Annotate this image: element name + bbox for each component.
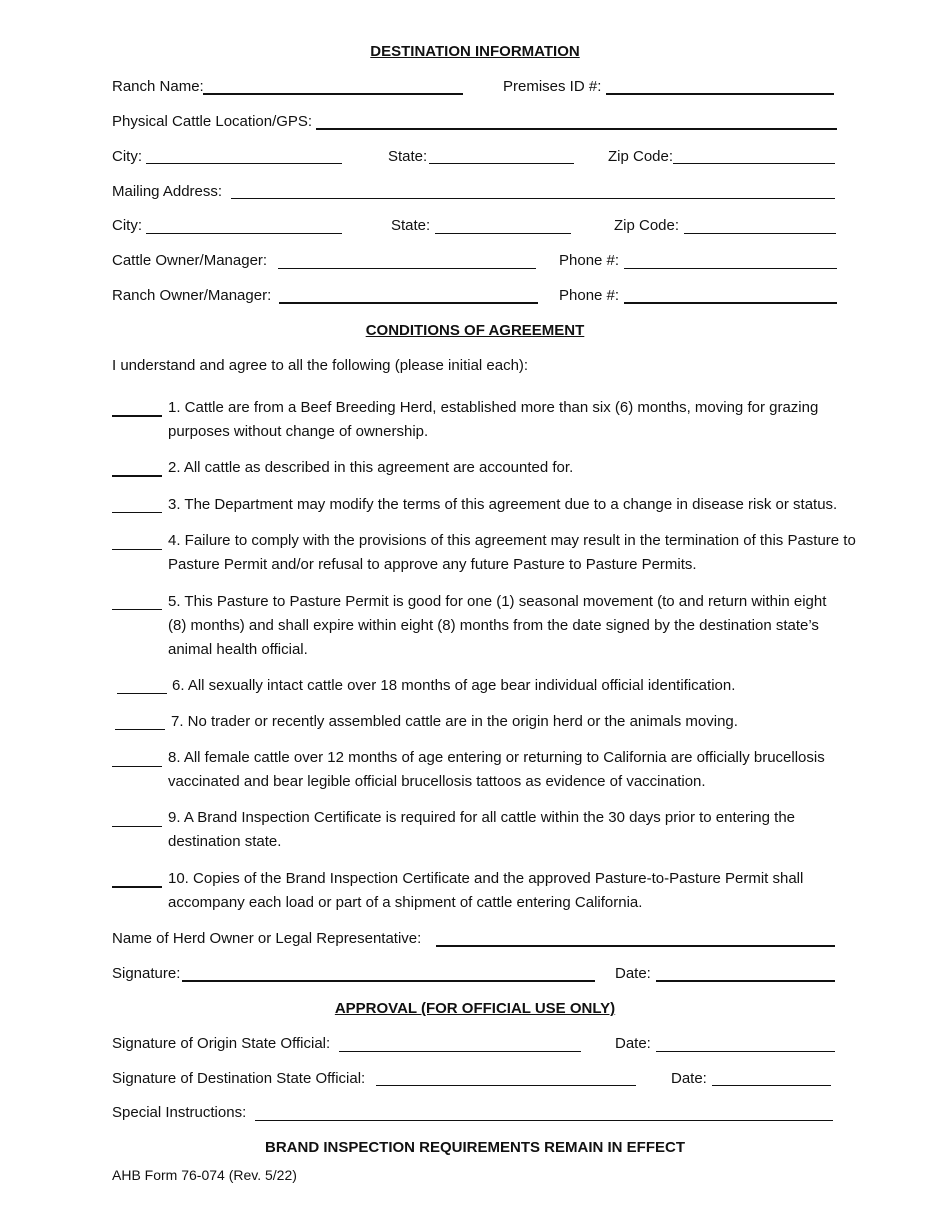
signature-date-label: Date:	[615, 965, 651, 982]
ranch-owner-field[interactable]	[279, 302, 538, 304]
ranch-owner-label: Ranch Owner/Manager:	[112, 287, 272, 304]
destination-heading: DESTINATION INFORMATION	[370, 43, 580, 60]
herd-owner-field[interactable]	[436, 945, 835, 947]
condition-item-2: 2. All cattle as described in this agreement are accounted for.	[168, 459, 574, 476]
premises-id-field[interactable]	[606, 93, 834, 95]
condition-item-6: 6. All sexually intact cattle over 18 months of age bear individual official identification.	[172, 677, 736, 694]
condition-item-10: 10. Copies of the Brand Inspection Certificate and the approved Pasture-to-Pasture Permit shall accompany each load or part of a shipment of cattle entering California.	[168, 870, 804, 911]
special-instructions-field[interactable]	[255, 1120, 833, 1121]
cattle-owner-label: Cattle Owner/Manager:	[112, 252, 268, 269]
destination-official-label: Signature of Destination State Official:	[112, 1070, 366, 1087]
initial-field-1[interactable]	[112, 415, 162, 417]
origin-date-label: Date:	[615, 1035, 651, 1052]
origin-official-label: Signature of Origin State Official:	[112, 1035, 331, 1052]
destination-date-field[interactable]	[712, 1085, 831, 1086]
condition-item-4: 4. Failure to comply with the provisions of this agreement may result in the termination of this Pasture to Pasture Permit and/or refusal to approve any future Pasture to Pasture Permits.	[168, 532, 856, 573]
mailing-address-field[interactable]	[231, 198, 835, 199]
mailing-zip-code-field[interactable]	[684, 233, 836, 234]
condition-item-7: 7. No trader or recently assembled cattle are in the origin herd or the animals moving.	[171, 713, 738, 730]
mailing-address-label: Mailing Address:	[112, 183, 223, 200]
origin-official-signature-field[interactable]	[339, 1051, 581, 1052]
form-number: AHB Form 76-074 (Rev. 5/22)	[112, 1167, 297, 1183]
destination-official-signature-field[interactable]	[376, 1085, 636, 1086]
city-label: City:	[112, 148, 142, 165]
ranch-name-label: Ranch Name:	[112, 78, 204, 95]
cattle-owner-phone-field[interactable]	[624, 268, 837, 269]
city-field[interactable]	[146, 163, 342, 164]
premises-id-label: Premises ID #:	[503, 78, 602, 95]
origin-date-field[interactable]	[656, 1051, 835, 1052]
initial-field-4[interactable]	[112, 549, 162, 550]
state-field[interactable]	[429, 163, 574, 164]
approval-heading: APPROVAL (FOR OFFICIAL USE ONLY)	[334, 1000, 616, 1017]
condition-item-5: 5. This Pasture to Pasture Permit is good for one (1) seasonal movement (to and return within eight (8) months) and shall expire within eight (8) months from the date signed by the destination state’s animal health official.	[168, 593, 827, 658]
state-label: State:	[388, 148, 428, 165]
cattle-owner-phone-label: Phone #:	[559, 252, 620, 269]
mailing-city-label: City:	[112, 217, 142, 234]
initial-field-9[interactable]	[112, 826, 162, 827]
brand-inspection-notice: BRAND INSPECTION REQUIREMENTS REMAIN IN EFFECT	[264, 1139, 685, 1156]
ranch-name-field[interactable]	[203, 93, 463, 95]
conditions-heading: CONDITIONS OF AGREEMENT	[365, 322, 585, 339]
condition-item-9: 9. A Brand Inspection Certificate is required for all cattle within the 30 days prior to entering the destination state.	[168, 809, 796, 850]
destination-date-label: Date:	[671, 1070, 707, 1087]
initial-field-2[interactable]	[112, 475, 162, 477]
initial-field-3[interactable]	[112, 512, 162, 513]
cattle-owner-field[interactable]	[278, 268, 536, 269]
condition-item-3: 3. The Department may modify the terms of this agreement due to a change in disease risk or status.	[168, 496, 838, 513]
mailing-zip-code-label: Zip Code:	[614, 217, 680, 234]
zip-code-label: Zip Code:	[608, 148, 674, 165]
signature-field[interactable]	[182, 980, 595, 982]
conditions-intro: I understand and agree to all the following (please initial each):	[112, 357, 529, 374]
physical-location-label: Physical Cattle Location/GPS:	[112, 113, 313, 130]
initial-field-10[interactable]	[112, 886, 162, 888]
initial-field-8[interactable]	[112, 766, 162, 767]
signature-date-field[interactable]	[656, 980, 835, 982]
physical-location-field[interactable]	[316, 128, 837, 130]
initial-field-5[interactable]	[112, 609, 162, 610]
signature-label: Signature:	[112, 965, 181, 982]
herd-owner-label: Name of Herd Owner or Legal Representative:	[112, 930, 422, 947]
zip-code-field[interactable]	[673, 163, 835, 164]
ranch-owner-phone-label: Phone #:	[559, 287, 620, 304]
ranch-owner-phone-field[interactable]	[624, 302, 837, 304]
condition-item-8: 8. All female cattle over 12 months of age entering or returning to California are officially brucellosis vaccinated and bear legible official brucellosis tattoos as evidence of vaccination.	[168, 749, 825, 790]
mailing-state-label: State:	[391, 217, 431, 234]
initial-field-7[interactable]	[115, 729, 165, 730]
condition-item-1: 1. Cattle are from a Beef Breeding Herd, established more than six (6) months, moving for grazing purposes without change of ownership.	[168, 399, 819, 440]
mailing-city-field[interactable]	[146, 233, 342, 234]
special-instructions-label: Special Instructions:	[112, 1104, 247, 1121]
initial-field-6[interactable]	[117, 693, 167, 694]
mailing-state-field[interactable]	[435, 233, 571, 234]
